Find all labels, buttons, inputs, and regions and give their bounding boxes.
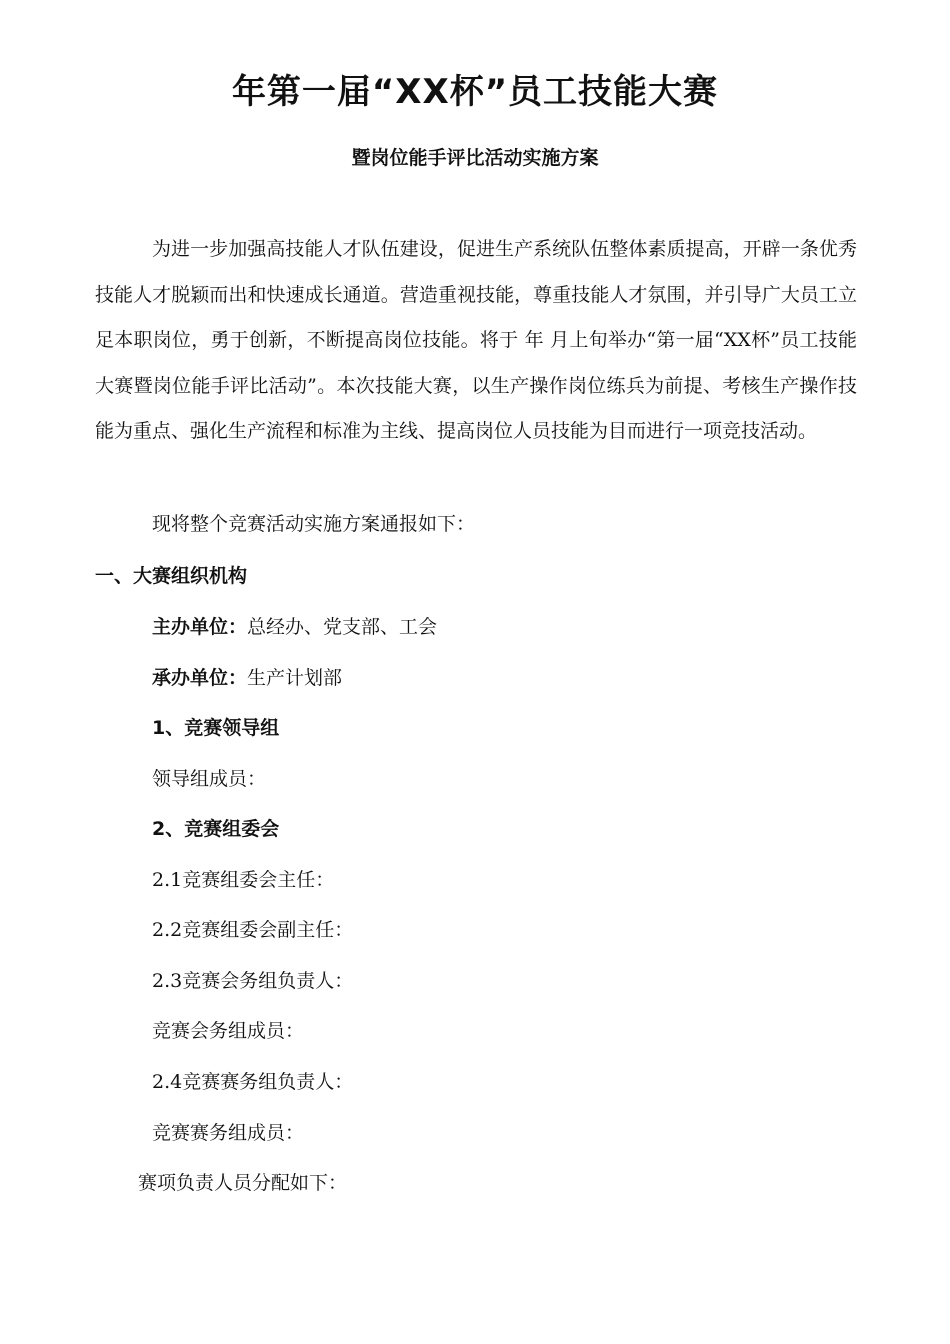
leader-members-line: 领导组成员： — [152, 768, 267, 790]
sub2-heading: 2、竞赛组委会 — [152, 818, 280, 840]
section1-heading: 一、大赛组织机构 — [95, 565, 248, 587]
document-subtitle: 暨岗位能手评比活动实施方案 — [351, 147, 599, 169]
competition-members-line: 竞赛赛务组成员： — [152, 1122, 305, 1144]
organizer-line — [152, 663, 342, 690]
assignment-line: 赛项负责人员分配如下： — [138, 1172, 348, 1194]
organizer-value: 生产计划部 — [247, 667, 343, 689]
item-2-1: 2.1竞赛组委会主任： — [152, 869, 335, 891]
affairs-members-line: 竞赛会务组成员： — [152, 1020, 305, 1042]
document-title: 年第一届“XX杯”员工技能大赛 — [231, 72, 719, 112]
item-2-2: 2.2竞赛组委会副主任： — [152, 919, 354, 941]
host-line — [152, 612, 437, 639]
intro-paragraph: 为进一步加强高技能人才队伍建设，促进生产系统队伍整体素质提高，开辟一条优秀技能人才脱颖而出和快速成长通道。营造重视技能，尊重技能人才氛围，并引导广大员工立足本职岗位，勇于创新，不断提高岗位技能。将于 年 月上旬举办“第一届“XX杯”员工技能大赛暨岗位能手评比活动”。本次技能大赛，以生产操作岗位练兵为前提、考核生产操作技能为重点、强化生产流程和标准为主线、提高岗位人员技能为目而进行一项竞技活动。 — [95, 238, 857, 443]
item-2-4: 2.4竞赛赛务组负责人： — [152, 1071, 354, 1093]
host-label: 主办单位： — [152, 616, 248, 638]
organizer-label: 承办单位： — [152, 667, 248, 689]
item-2-3: 2.3竞赛会务组负责人： — [152, 970, 354, 992]
notice-line: 现将整个竞赛活动实施方案通报如下： — [152, 513, 476, 535]
sub1-heading: 1、竞赛领导组 — [152, 717, 280, 739]
host-value: 总经办、党支部、工会 — [247, 616, 438, 638]
